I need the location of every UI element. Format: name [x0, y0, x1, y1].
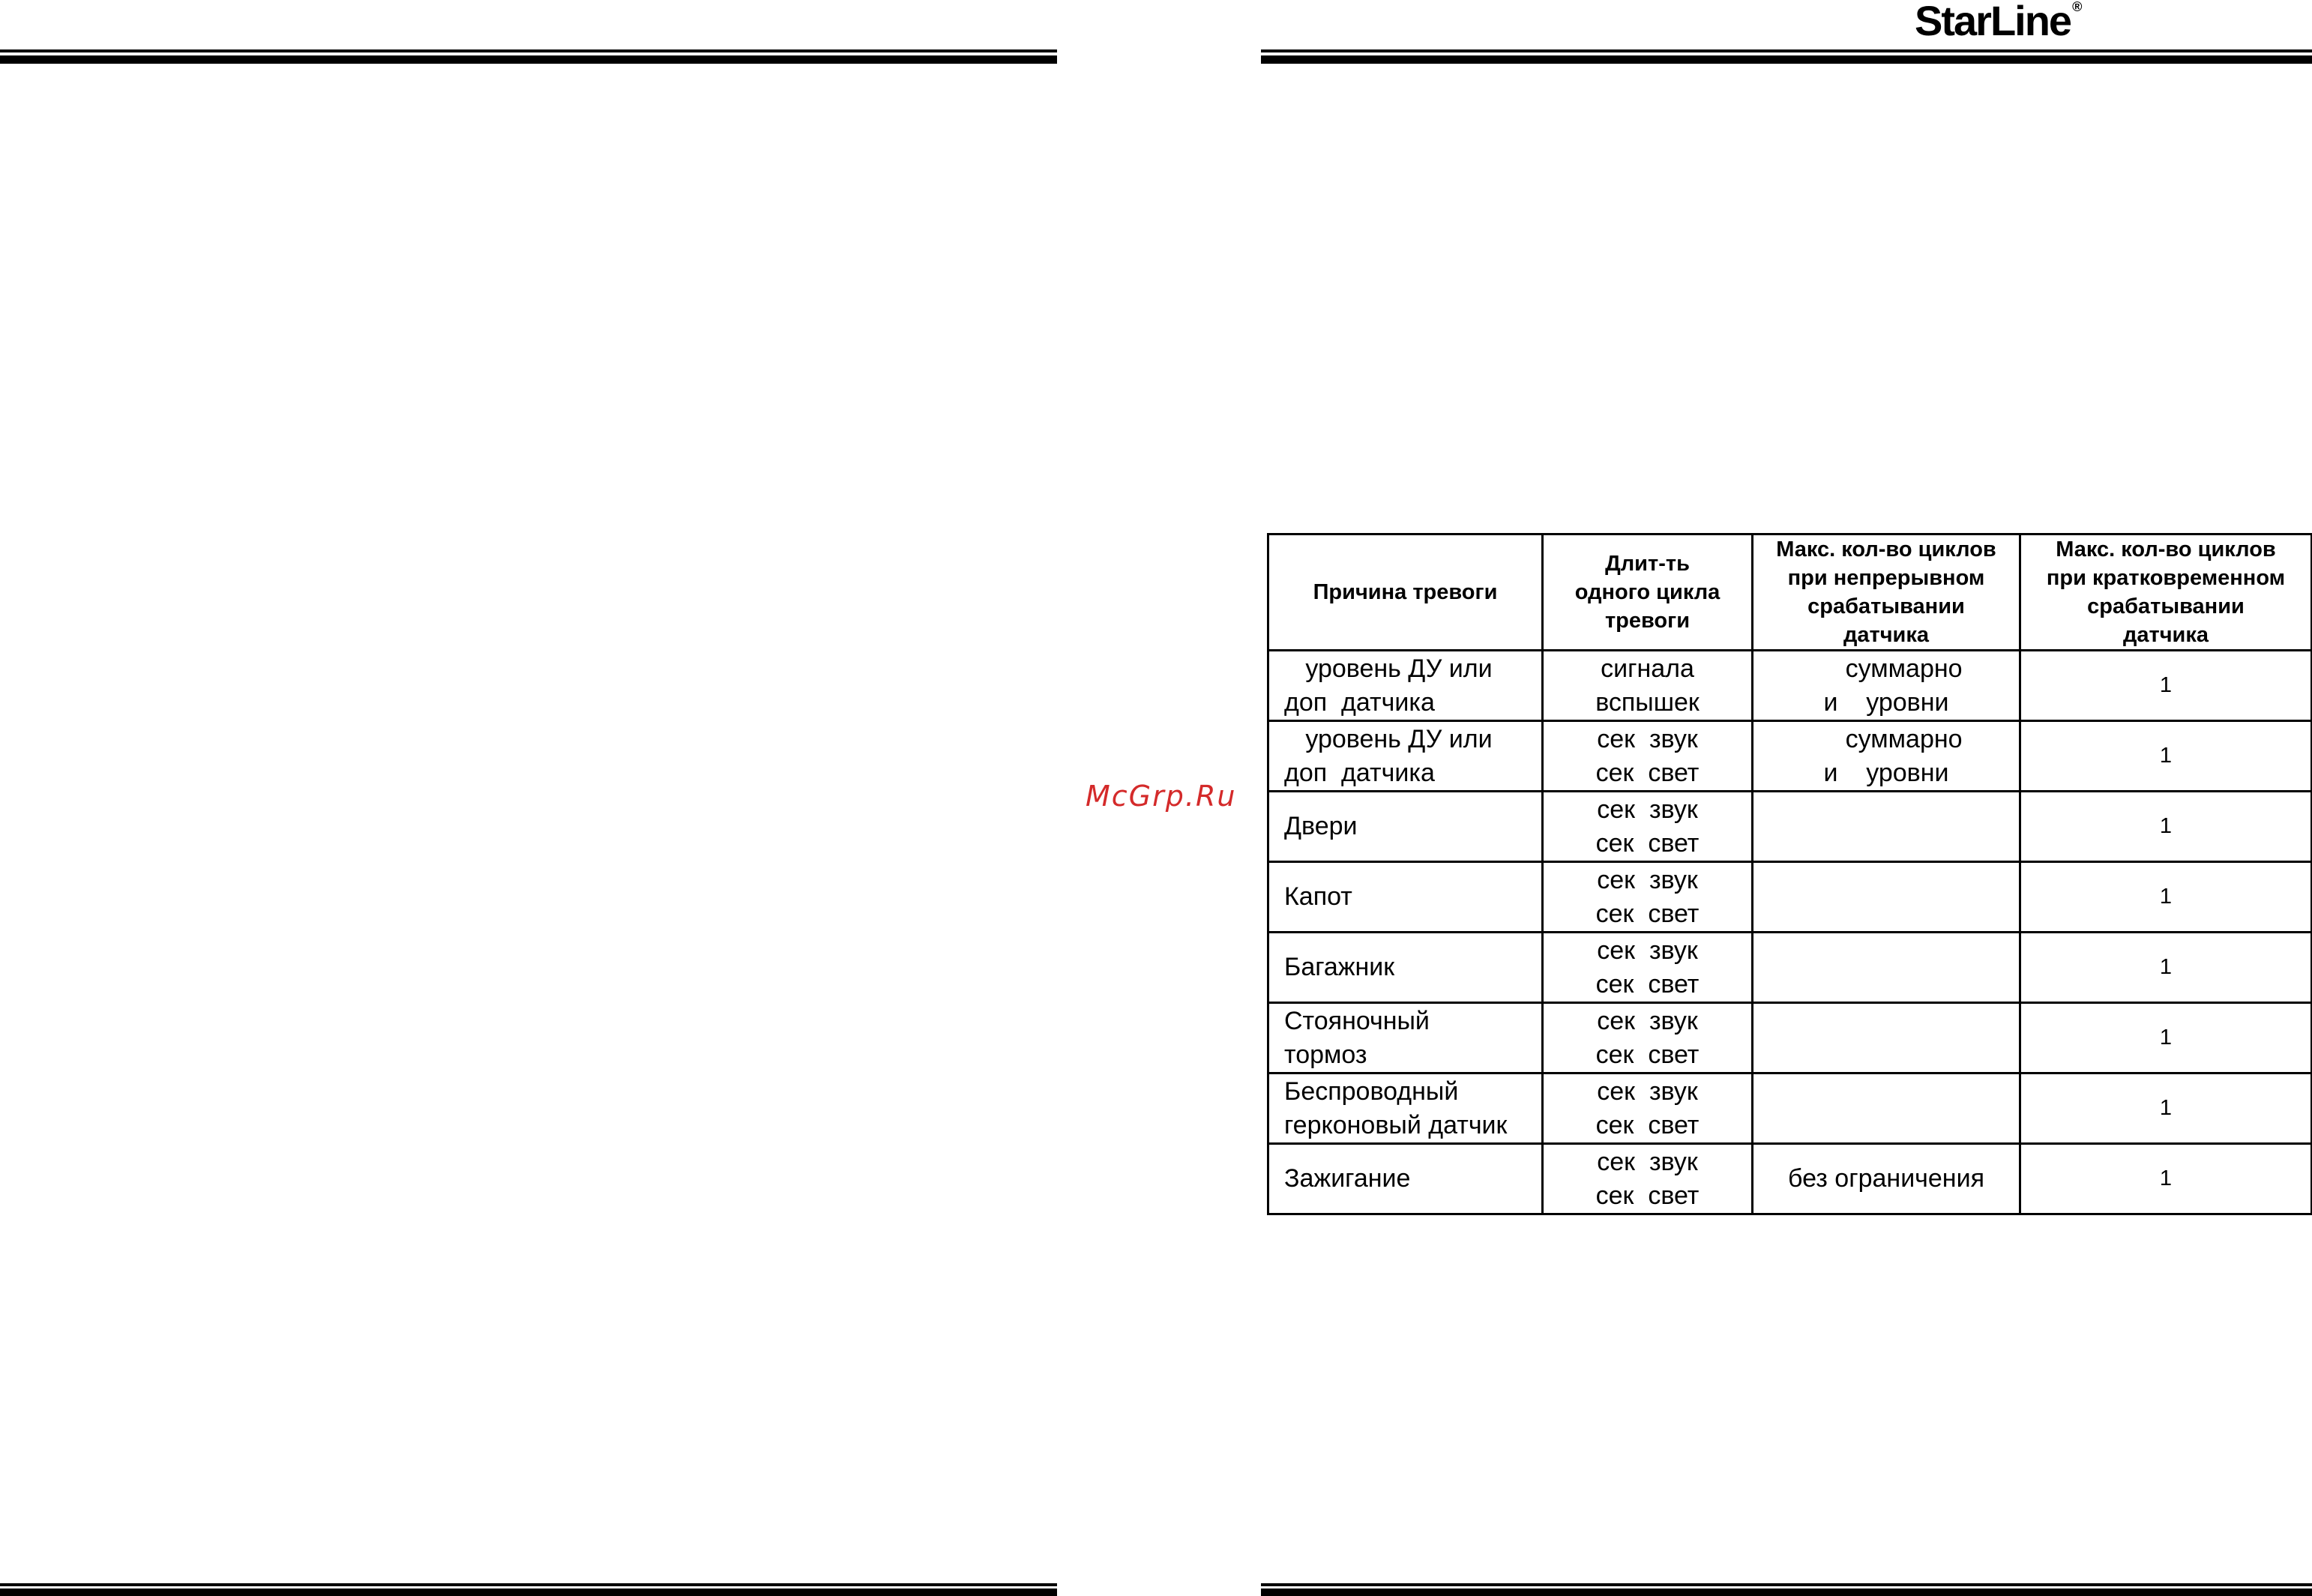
cell-line: сек свет	[1595, 1181, 1700, 1210]
table-row	[1268, 862, 2312, 933]
cell-line: доп датчика	[1284, 758, 1435, 787]
header-line: Макс. кол-во циклов	[1776, 537, 1996, 561]
cell-line: сек звук	[1597, 1147, 1698, 1176]
alarm-cycles-table	[1267, 533, 2312, 1215]
header-line: срабатывании	[1807, 594, 1965, 618]
table-row	[1268, 651, 2312, 721]
cell-line: Капот	[1284, 882, 1352, 911]
cell-line: тормоз	[1284, 1040, 1367, 1069]
cell-line: без ограничения	[1788, 1164, 1984, 1193]
footer-rule-right-thin	[1261, 1583, 2312, 1586]
cell-line: и уровни	[1823, 758, 1949, 787]
cell-duration	[1543, 1073, 1753, 1144]
cell-short: 1	[2020, 792, 2312, 862]
footer-rule-left-thin	[0, 1583, 1057, 1586]
cell-short: 1	[2020, 862, 2312, 933]
cell-duration	[1543, 1144, 1753, 1214]
header-line: датчика	[2122, 623, 2209, 647]
cell-line: сек звук	[1597, 795, 1698, 824]
cell-continuous	[1753, 1073, 2020, 1144]
cell-duration	[1543, 1003, 1753, 1073]
header-rule-left-thick	[0, 55, 1057, 64]
cell-cause	[1268, 792, 1543, 862]
header-cause: Причина тревоги	[1268, 534, 1543, 651]
starline-logo	[1915, 0, 2082, 42]
cell-duration	[1543, 651, 1753, 721]
cell-continuous	[1753, 792, 2020, 862]
cell-line: сек звук	[1597, 724, 1698, 753]
cell-line: доп датчика	[1284, 687, 1435, 717]
cell-line: уровень ДУ или	[1284, 654, 1493, 683]
cell-line: сек свет	[1595, 1040, 1700, 1069]
cell-line: уровень ДУ или	[1284, 724, 1493, 753]
cell-short: 1	[2020, 933, 2312, 1003]
cell-cause	[1268, 933, 1543, 1003]
header-rule-right-thin	[1261, 49, 2312, 52]
cell-continuous	[1753, 1003, 2020, 1073]
cell-short: 1	[2020, 651, 2312, 721]
logo-text: StarLine	[1915, 0, 2071, 44]
cell-short: 1	[2020, 1003, 2312, 1073]
cell-line: герконовый датчик	[1284, 1110, 1508, 1139]
cell-duration	[1543, 933, 1753, 1003]
cell-line: Двери	[1284, 812, 1358, 840]
cell-continuous	[1753, 651, 2020, 721]
cell-line: сек свет	[1595, 899, 1700, 928]
cell-short: 1	[2020, 721, 2312, 792]
cell-continuous	[1753, 721, 2020, 792]
cell-line: вспышек	[1595, 687, 1700, 717]
cell-short: 1	[2020, 1073, 2312, 1144]
cell-duration	[1543, 862, 1753, 933]
cell-duration	[1543, 792, 1753, 862]
cell-line: Беспроводный	[1284, 1076, 1459, 1106]
header-line: при непрерывном	[1787, 566, 1985, 590]
cell-cause	[1268, 721, 1543, 792]
cell-continuous	[1753, 933, 2020, 1003]
cell-line: сек свет	[1595, 758, 1700, 787]
table-header-row	[1268, 534, 2312, 651]
table-row	[1268, 933, 2312, 1003]
logo-registered-mark: ®	[2072, 0, 2083, 14]
cell-line: сек звук	[1597, 865, 1698, 894]
table-row	[1268, 1003, 2312, 1073]
cell-continuous	[1753, 1144, 2020, 1214]
cell-line: суммарно	[1810, 654, 1963, 683]
cell-line: сигнала	[1601, 654, 1694, 683]
table-row	[1268, 792, 2312, 862]
header-line: Длит-ть	[1605, 552, 1690, 576]
header-line: датчика	[1843, 623, 1930, 647]
header-short	[2020, 534, 2312, 651]
cell-cause	[1268, 1144, 1543, 1214]
table-row	[1268, 1144, 2312, 1214]
cell-cause	[1268, 1073, 1543, 1144]
cell-line: сек звук	[1597, 1006, 1698, 1035]
header-line: тревоги	[1604, 609, 1691, 633]
cell-cause	[1268, 1003, 1543, 1073]
header-line: Макс. кол-во циклов	[2056, 537, 2276, 561]
cell-line: Багажник	[1284, 953, 1395, 981]
header-line: при кратковременном	[2046, 566, 2286, 590]
table-row	[1268, 721, 2312, 792]
table-row	[1268, 1073, 2312, 1144]
footer-rule-left-thick	[0, 1589, 1057, 1596]
cell-line: сек свет	[1595, 828, 1700, 858]
cell-line: сек звук	[1597, 1076, 1698, 1106]
cell-line: сек свет	[1595, 1110, 1700, 1139]
cell-line: суммарно	[1810, 724, 1963, 753]
cell-line: Стояночный	[1284, 1006, 1430, 1035]
header-rule-right-thick	[1261, 55, 2312, 64]
cell-line: сек звук	[1597, 936, 1698, 965]
header-line: срабатывании	[2087, 594, 2245, 618]
cell-duration	[1543, 721, 1753, 792]
cell-line: и уровни	[1823, 687, 1949, 717]
cell-continuous	[1753, 862, 2020, 933]
footer-rule-right-thick	[1261, 1589, 2312, 1596]
watermark: McGrp.Ru	[1086, 780, 1237, 813]
header-duration	[1543, 534, 1753, 651]
cell-cause	[1268, 862, 1543, 933]
cell-line: сек свет	[1595, 969, 1700, 999]
cell-cause	[1268, 651, 1543, 721]
header-rule-left-thin	[0, 49, 1057, 52]
header-line: одного цикла	[1574, 580, 1721, 604]
cell-line: Зажигание	[1284, 1164, 1411, 1193]
cell-short: 1	[2020, 1144, 2312, 1214]
header-continuous	[1753, 534, 2020, 651]
